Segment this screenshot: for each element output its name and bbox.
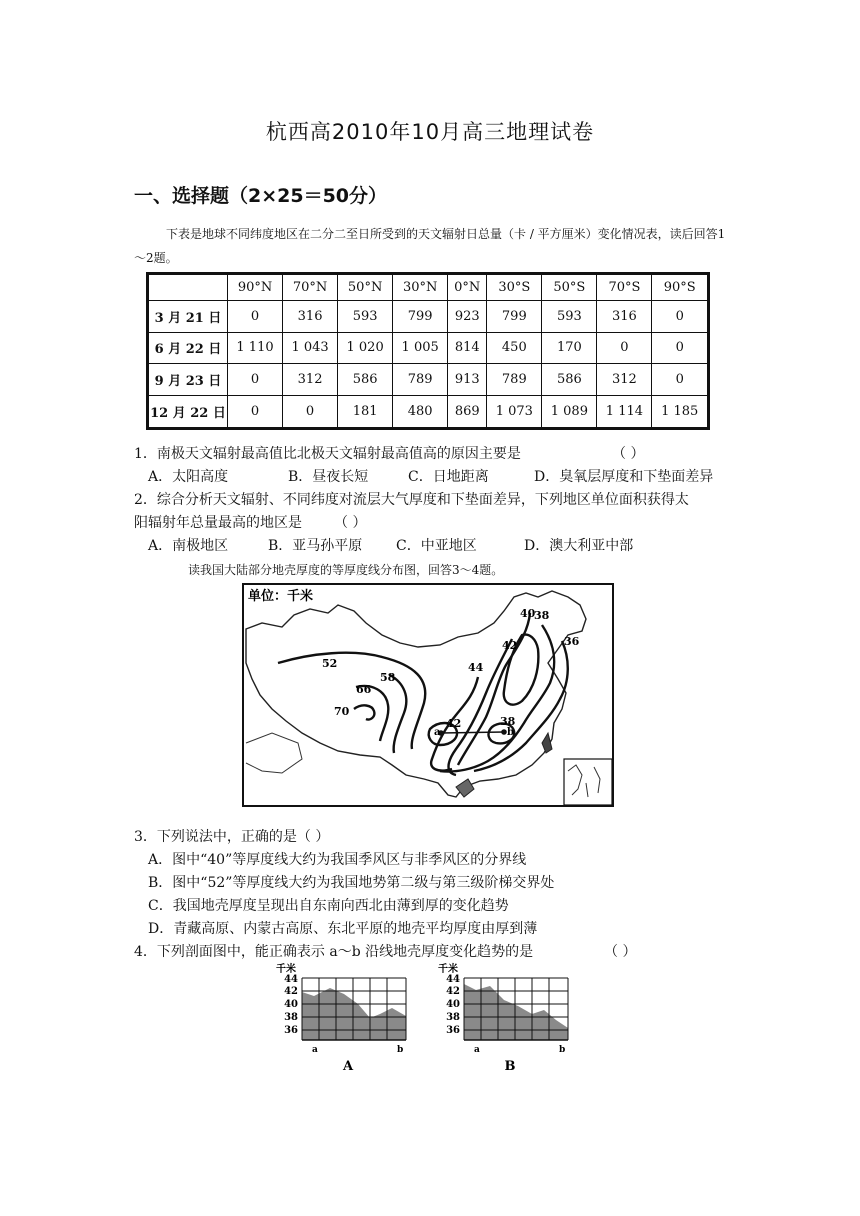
table-cell: 0	[283, 395, 338, 428]
table-cell: 1 185	[652, 395, 709, 428]
table-header: 50°N	[338, 274, 393, 301]
option-a: A．南极地区	[148, 538, 229, 554]
option-d: D．臭氧层厚度和下垫面差异	[534, 469, 714, 485]
question-1-options	[148, 466, 748, 488]
y-tick-label: 42	[284, 986, 298, 997]
isoline-label: 38	[500, 715, 516, 728]
option-c: C．日地距离	[408, 469, 489, 485]
table-cell: 170	[542, 332, 597, 364]
table-cell: 913	[448, 364, 487, 396]
page-title: 杭西高2010年10月高三地理试卷	[265, 120, 595, 144]
y-tick-label: 42	[446, 986, 460, 997]
table-cell: 789	[487, 364, 542, 396]
y-tick-label: 44	[284, 974, 298, 985]
table-cell: 1 043	[283, 332, 338, 364]
table-cell: 814	[448, 332, 487, 364]
table-cell: 586	[338, 364, 393, 396]
x-label-a: a	[474, 1045, 480, 1055]
y-tick-label: 36	[284, 1025, 298, 1036]
table-row	[148, 300, 709, 332]
option-d: D．青藏高原、内蒙古高原、东北平原的地壳平均厚度由厚到薄	[148, 921, 538, 937]
option-b: B．昼夜长短	[288, 469, 369, 485]
isoline-label: 58	[380, 671, 396, 684]
option-a: A．图中“40”等厚度线大约为我国季风区与非季风区的分界线	[148, 852, 527, 868]
table-header: 70°S	[597, 274, 652, 301]
table-row	[148, 395, 709, 428]
table-cell: 480	[393, 395, 448, 428]
map-frame	[243, 584, 613, 806]
map-intro: 读我国大陆部分地壳厚度的等厚度线分布图，回答3～4题。	[188, 563, 504, 577]
table-cell: 312	[283, 364, 338, 396]
table-cell: 0	[652, 364, 709, 396]
profile-graph-a	[272, 962, 422, 1074]
question-2-answer-paren: （ ）	[334, 515, 367, 531]
profile-graph-b	[434, 962, 584, 1074]
table-cell: 593	[338, 300, 393, 332]
isoline-label: 44	[468, 661, 484, 674]
question-2-options	[148, 535, 748, 557]
table-header: 70°N	[283, 274, 338, 301]
section-heading: 一、选择题（2×25＝50分）	[134, 185, 388, 207]
table-row	[148, 364, 709, 396]
table-cell: 593	[542, 300, 597, 332]
table-cell: 450	[487, 332, 542, 364]
option-b: B．图中“52”等厚度线大约为我国地势第二级与第三级阶梯交界处	[148, 875, 555, 891]
table-cell: 799	[393, 300, 448, 332]
option-a: A．太阳高度	[148, 469, 229, 485]
profile-area	[464, 984, 568, 1040]
option-c: C．中亚地区	[396, 538, 477, 554]
table-cell: 1 020	[338, 332, 393, 364]
table-corner	[148, 274, 228, 301]
isoline-label: 42	[446, 717, 462, 730]
table-cell: 316	[597, 300, 652, 332]
table-cell: 923	[448, 300, 487, 332]
table-cell: 0	[597, 332, 652, 364]
y-tick-label: 40	[284, 999, 298, 1010]
question-4-answer-paren: （ ）	[604, 944, 637, 960]
table-header-row	[148, 274, 709, 301]
table-cell: 789	[393, 364, 448, 396]
point-a-label: a	[434, 727, 441, 738]
table-cell: 0	[652, 300, 709, 332]
question-4-stem: 4．下列剖面图中，能正确表示 a～b 沿线地壳厚度变化趋势的是	[134, 944, 534, 960]
table-header: 30°N	[393, 274, 448, 301]
table-cell: 0	[228, 300, 283, 332]
table-cell: 869	[448, 395, 487, 428]
table-cell: 0	[228, 395, 283, 428]
table-cell: 316	[283, 300, 338, 332]
table-row-label: 12 月 22 日	[148, 395, 228, 428]
table-cell: 181	[338, 395, 393, 428]
table-cell: 1 089	[542, 395, 597, 428]
table-header: 90°N	[228, 274, 283, 301]
radiation-table	[146, 272, 710, 430]
option-d: D．澳大利亚中部	[524, 538, 634, 554]
graph-name: A	[342, 1059, 354, 1074]
profile-line-ab	[441, 732, 504, 733]
point-b-marker	[501, 729, 507, 735]
table-row-label: 6 月 22 日	[148, 332, 228, 364]
question-1-answer-paren: （ ）	[612, 446, 645, 462]
table-header: 90°S	[652, 274, 709, 301]
isoline-label: 66	[356, 683, 372, 696]
graph-unit-label: 千米	[276, 964, 296, 975]
map-unit-label: 单位：千米	[248, 589, 314, 604]
x-label-b: b	[397, 1045, 404, 1055]
graph-name: B	[504, 1059, 516, 1074]
table-cell: 312	[597, 364, 652, 396]
question-2-stem-line2: 阳辐射年总量最高的地区是	[134, 515, 302, 531]
x-label-b: b	[559, 1045, 566, 1055]
table-header: 30°S	[487, 274, 542, 301]
y-tick-label: 38	[446, 1012, 460, 1023]
table-cell: 0	[652, 332, 709, 364]
question-2-stem-line1: 2．综合分析天文辐射、不同纬度对流层大气厚度和下垫面差异，下列地区单位面积获得太	[134, 492, 689, 508]
isoline-label: 42	[502, 639, 518, 652]
point-b-label: b	[507, 727, 514, 738]
y-tick-label: 36	[446, 1025, 460, 1036]
option-c: C．我国地壳厚度呈现出自东南向西北由薄到厚的变化趋势	[148, 898, 509, 914]
table-row-label: 9 月 23 日	[148, 364, 228, 396]
isoline-label: 38	[534, 609, 550, 622]
isoline-label: 40	[520, 607, 536, 620]
table-cell: 1 110	[228, 332, 283, 364]
profile-area	[302, 988, 406, 1040]
y-tick-label: 44	[446, 974, 460, 985]
isoline-label: 36	[564, 635, 580, 648]
table-header: 0°N	[448, 274, 487, 301]
table-cell: 0	[228, 364, 283, 396]
table-header: 50°S	[542, 274, 597, 301]
table-cell: 1 114	[597, 395, 652, 428]
table-cell: 1 005	[393, 332, 448, 364]
graph-unit-label: 千米	[438, 964, 458, 975]
y-tick-label: 40	[446, 999, 460, 1010]
table-intro: 下表是地球不同纬度地区在二分二至日所受到的天文辐射日总量（卡 / 平方厘米）变化情况表，读后回答1～2题。	[134, 227, 726, 265]
isoline-label: 70	[334, 705, 350, 718]
table-cell: 1 073	[487, 395, 542, 428]
table-row-label: 3 月 21 日	[148, 300, 228, 332]
isoline-label: 52	[322, 657, 338, 670]
option-b: B．亚马孙平原	[268, 538, 363, 554]
table-cell: 799	[487, 300, 542, 332]
crust-thickness-map	[242, 583, 614, 807]
south-china-sea-inset	[564, 759, 612, 805]
x-label-a: a	[312, 1045, 318, 1055]
question-1-stem: 1．南极天文辐射最高值比北极天文辐射最高值高的原因主要是	[134, 446, 521, 462]
question-3-stem: 3．下列说法中，正确的是（ ）	[134, 829, 330, 845]
table-cell: 586	[542, 364, 597, 396]
y-tick-label: 38	[284, 1012, 298, 1023]
table-row	[148, 332, 709, 364]
